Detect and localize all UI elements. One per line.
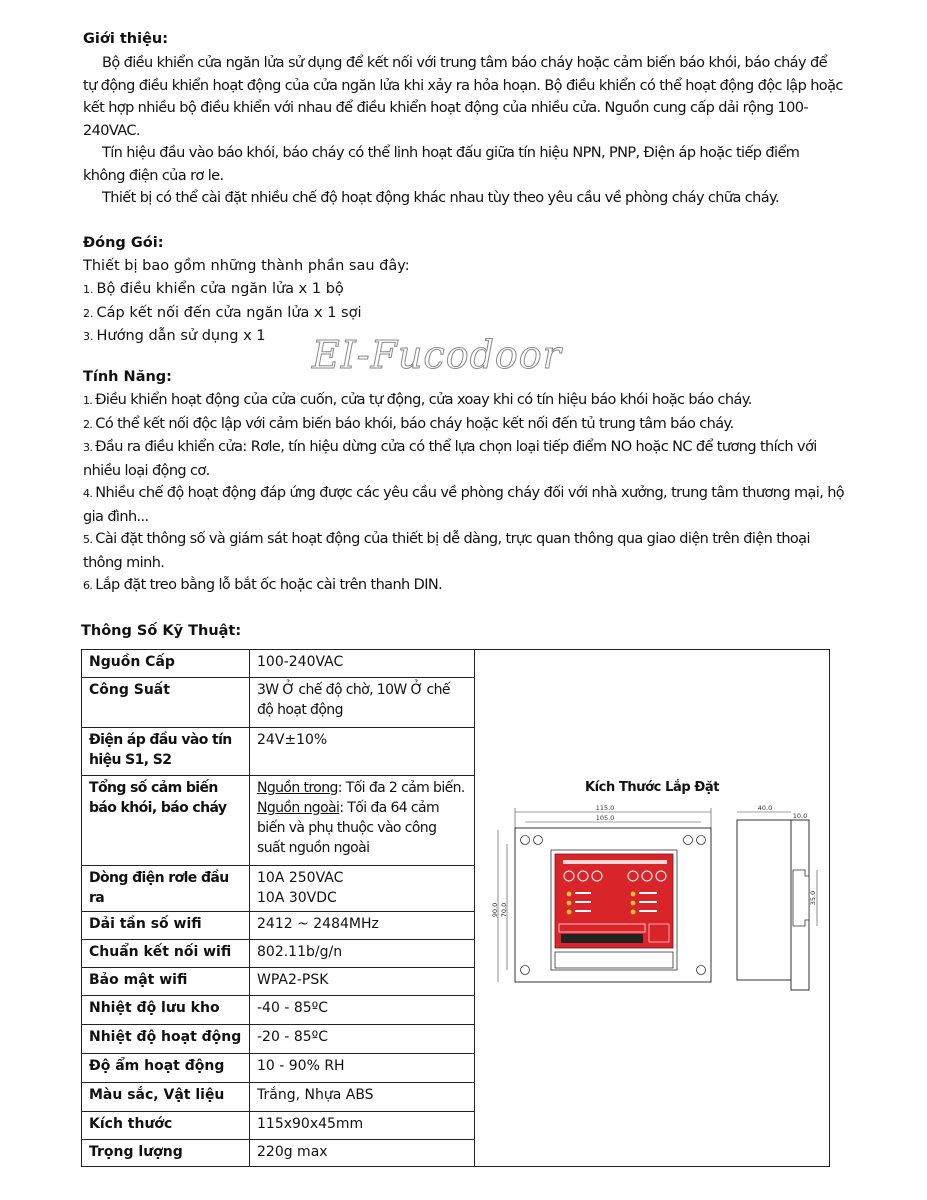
spec-value-label: Nguồn trong xyxy=(257,780,338,796)
feature-item: 1. Điều khiển hoạt động của cửa cuốn, cửa tự động, cửa xoay khi có tín hiệu báo khói hoặc báo cháy. xyxy=(83,392,752,408)
spec-value-text: : Tối đa 64 cảm biến và phụ thuộc vào công suất nguồn ngoài xyxy=(257,800,440,856)
intro-paragraph-2: Tín hiệu đầu vào báo khói, báo cháy có thể linh hoạt đấu giữa tín hiệu NPN, PNP, Điện áp hoặc tiếp điểm không điện của rơ le. xyxy=(83,145,800,184)
feature-item: 4. Nhiều chế độ hoạt động đáp ứng được các yêu cầu về phòng cháy đối với nhà xưởng, trung tâm thương mại, hộ gia đình... xyxy=(83,485,845,525)
spec-key: Nhiệt độ lưu kho xyxy=(82,996,250,1025)
installation-dimension-drawing xyxy=(493,800,823,980)
package-item: 3. Hướng dẫn sử dụng x 1 xyxy=(83,328,266,344)
spec-value: -40 - 85ºC xyxy=(250,996,475,1025)
dim-height-inner: 70.0 xyxy=(500,902,508,918)
spec-key: Nhiệt độ hoạt động xyxy=(82,1025,250,1054)
drawing-title: Kích Thước Lắp Đặt xyxy=(584,780,720,795)
spec-value: 2412 ~ 2484MHz xyxy=(250,912,475,940)
spec-key: Trọng lượng xyxy=(82,1140,250,1167)
spec-value: 24V±10% xyxy=(250,728,475,776)
table-row xyxy=(82,650,830,678)
drawing-cell xyxy=(475,650,830,1167)
spec-value: 115x90x45mm xyxy=(250,1112,475,1140)
spec-key: Điện áp đầu vào tín hiệu S1, S2 xyxy=(82,728,250,776)
feature-item: 5. Cài đặt thông số và giám sát hoạt động của thiết bị dễ dàng, trực quan thông qua giao diện trên điện thoại thông minh. xyxy=(83,531,810,571)
spec-value: Trắng, Nhựa ABS xyxy=(250,1083,475,1112)
spec-value: 3W Ở chế độ chờ, 10W Ở chế độ hoạt động xyxy=(250,678,475,728)
dim-rail: 10.0 xyxy=(792,812,808,820)
spec-value: 100-240VAC xyxy=(250,650,475,678)
package-heading: Đóng Gói: xyxy=(83,235,164,251)
spec-value: 220g max xyxy=(250,1140,475,1167)
features-list xyxy=(83,389,853,598)
feature-item: 2. Có thể kết nối độc lập với cảm biến báo khói, báo cháy hoặc kết nối đến tủ trung tâm báo cháy. xyxy=(83,415,734,432)
intro-paragraph-3: Thiết bị có thể cài đặt nhiều chế độ hoạt động khác nhau tùy theo yêu cầu về phòng cháy chữa cháy. xyxy=(102,190,779,206)
spec-value: WPA2-PSK xyxy=(250,968,475,996)
spec-value: 10A 250VAC 10A 30VDC xyxy=(250,866,475,912)
spec-value xyxy=(250,776,475,866)
watermark: EI-Fucodoor xyxy=(312,333,562,377)
features-heading: Tính Năng: xyxy=(83,369,172,385)
dim-depth: 40.0 xyxy=(757,804,773,812)
spec-key: Màu sắc, Vật liệu xyxy=(82,1083,250,1112)
spec-value: 10 - 90% RH xyxy=(250,1054,475,1083)
dim-width-outer: 115.0 xyxy=(595,804,615,812)
spec-key: Độ ẩm hoạt động xyxy=(82,1054,250,1083)
dim-width-inner: 105.0 xyxy=(595,814,615,822)
spec-value-label: Nguồn ngoài xyxy=(257,800,340,816)
spec-key: Dòng điện rơle đầu ra xyxy=(82,866,250,912)
spec-key: Nguồn Cấp xyxy=(82,650,250,678)
spec-value: 802.11b/g/n xyxy=(250,940,475,968)
intro-heading: Giới thiệu: xyxy=(83,31,169,47)
intro-text xyxy=(83,52,843,210)
package-item: 2. Cáp kết nối đến cửa ngăn lửa x 1 sợi xyxy=(83,304,362,321)
spec-key: Bảo mật wifi xyxy=(82,968,250,996)
dim-rail-height: 35.0 xyxy=(809,890,817,906)
package-item: 1. Bộ điều khiển cửa ngăn lửa x 1 bộ xyxy=(83,281,344,297)
dim-height-outer: 90.0 xyxy=(491,902,499,918)
spec-value: -20 - 85ºC xyxy=(250,1025,475,1054)
feature-item: 3. Đầu ra điều khiển cửa: Rơle, tín hiệu dừng cửa có thể lựa chọn loại tiếp điểm NO hoặc NC để tương thích với nhiều loại động cơ. xyxy=(83,439,817,479)
spec-key: Dải tần số wifi xyxy=(82,912,250,940)
package-lead: Thiết bị bao gồm những thành phần sau đây: xyxy=(83,258,410,274)
feature-item: 6. Lắp đặt treo bằng lỗ bắt ốc hoặc cài trên thanh DIN. xyxy=(83,577,443,593)
specs-heading: Thông Số Kỹ Thuật: xyxy=(81,623,242,639)
spec-value-text: : Tối đa 2 cảm biến. xyxy=(337,780,465,796)
spec-key: Tổng số cảm biến báo khói, báo cháy xyxy=(82,776,250,866)
spec-key: Công Suất xyxy=(82,678,250,728)
intro-paragraph-1: Bộ điều khiển cửa ngăn lửa sử dụng để kết nối với trung tâm báo cháy hoặc cảm biến báo khói, báo cháy để tự động điều khiển hoạt động của cửa ngăn lửa khi xảy ra hỏa hoạn. Bộ điều khiển có thể hoạt động độc lập hoặc kết hợp nhiều bộ điều khiển với nhau để điều khiển hoạt động của nhiều cửa. Nguồn cung cấp dải rộng 100-240VAC. xyxy=(83,55,843,139)
spec-key: Kích thước xyxy=(82,1112,250,1140)
specs-table xyxy=(81,649,830,1167)
spec-key: Chuẩn kết nối wifi xyxy=(82,940,250,968)
